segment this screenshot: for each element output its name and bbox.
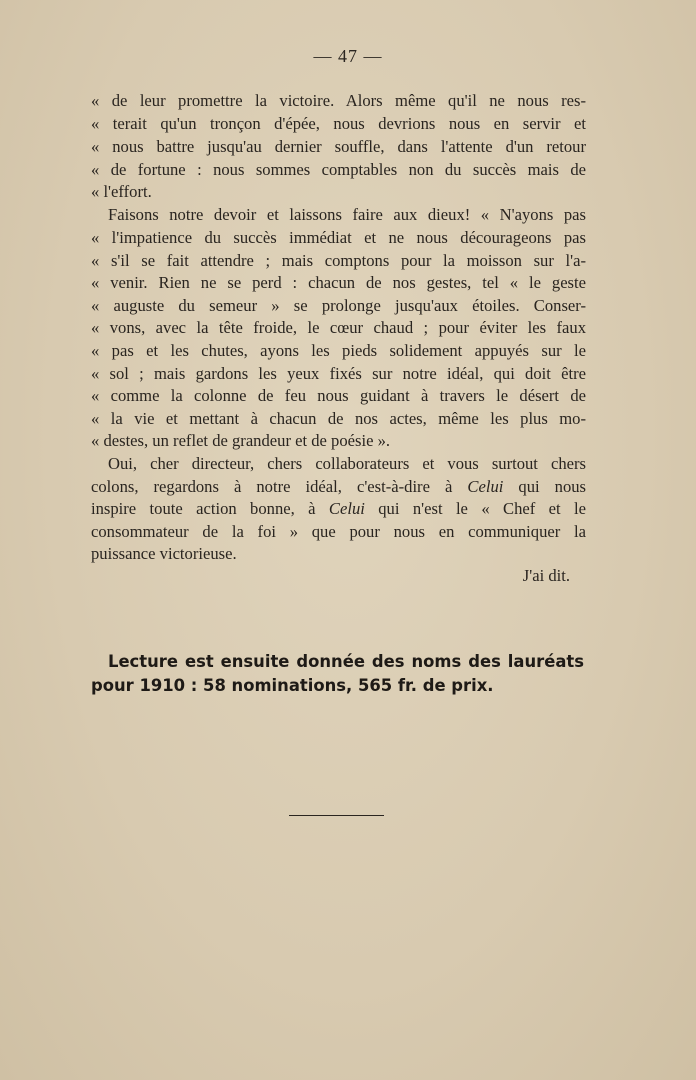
text-line-19: inspire toute action bonne, à Celui qui n'est le « Chef et le — [91, 499, 586, 518]
paragraph-start-line: Faisons notre devoir et laissons faire aux dieux! « N'ayons pas — [108, 205, 586, 224]
text-line-21: puissance victorieuse. — [91, 544, 237, 563]
text-line-2: « terait qu'un tronçon d'épée, nous devrions nous en servir et — [91, 114, 586, 133]
text-line-14: « comme la colonne de feu nous guidant à travers le désert de — [91, 386, 586, 405]
announcement-line-1: Lecture est ensuite donnée des noms des lauréats — [108, 652, 584, 671]
page-number: — 47 — — [313, 46, 383, 66]
text-line-1: « de leur promettre la victoire. Alors même qu'il ne nous res- — [91, 91, 586, 110]
text-line-7: « l'impatience du succès immédiat et ne nous décourageons pas — [91, 228, 586, 247]
text-line-8: « s'il se fait attendre ; mais comptons pour la moisson sur l'a- — [91, 251, 586, 270]
text-line-13: « sol ; mais gardons les yeux fixés sur notre idéal, qui doit être — [91, 364, 586, 383]
closing-rule — [289, 815, 384, 816]
text-line-4: « de fortune : nous sommes comptables non du succès mais de — [91, 160, 586, 179]
text-line-12: « pas et les chutes, ayons les pieds solidement appuyés sur le — [91, 341, 586, 360]
text-line-11: « vons, avec la tête froide, le cœur chaud ; pour éviter les faux — [91, 318, 586, 337]
announcement-line-2: pour 1910 : 58 nominations, 565 fr. de prix. — [91, 676, 494, 695]
text-line-10: « auguste du semeur » se prolonge jusqu'aux étoiles. Conser- — [91, 296, 586, 315]
paragraph-start-line: Oui, cher directeur, chers collaborateurs et vous surtout chers — [108, 454, 586, 473]
text-line-3: « nous battre jusqu'au dernier souffle, dans l'attente d'un retour — [91, 137, 586, 156]
text-line-16: « destes, un reflet de grandeur et de poésie ». — [91, 431, 391, 450]
text-line-15: « la vie et mettant à chacun de nos actes, même les plus mo- — [91, 409, 586, 428]
text-line-5: « l'effort. — [91, 182, 152, 201]
emphasized-word: Celui — [328, 499, 365, 518]
text-line-18: colons, regardons à notre idéal, c'est-à-dire à Celui qui nous — [91, 477, 586, 496]
text-line-9: « venir. Rien ne se perd : chacun de nos gestes, tel « le geste — [91, 273, 586, 292]
emphasized-word: Celui — [467, 477, 504, 496]
closing-line: J'ai dit. — [522, 566, 570, 585]
text-line-20: consommateur de la foi » que pour nous en communiquer la — [91, 522, 586, 541]
